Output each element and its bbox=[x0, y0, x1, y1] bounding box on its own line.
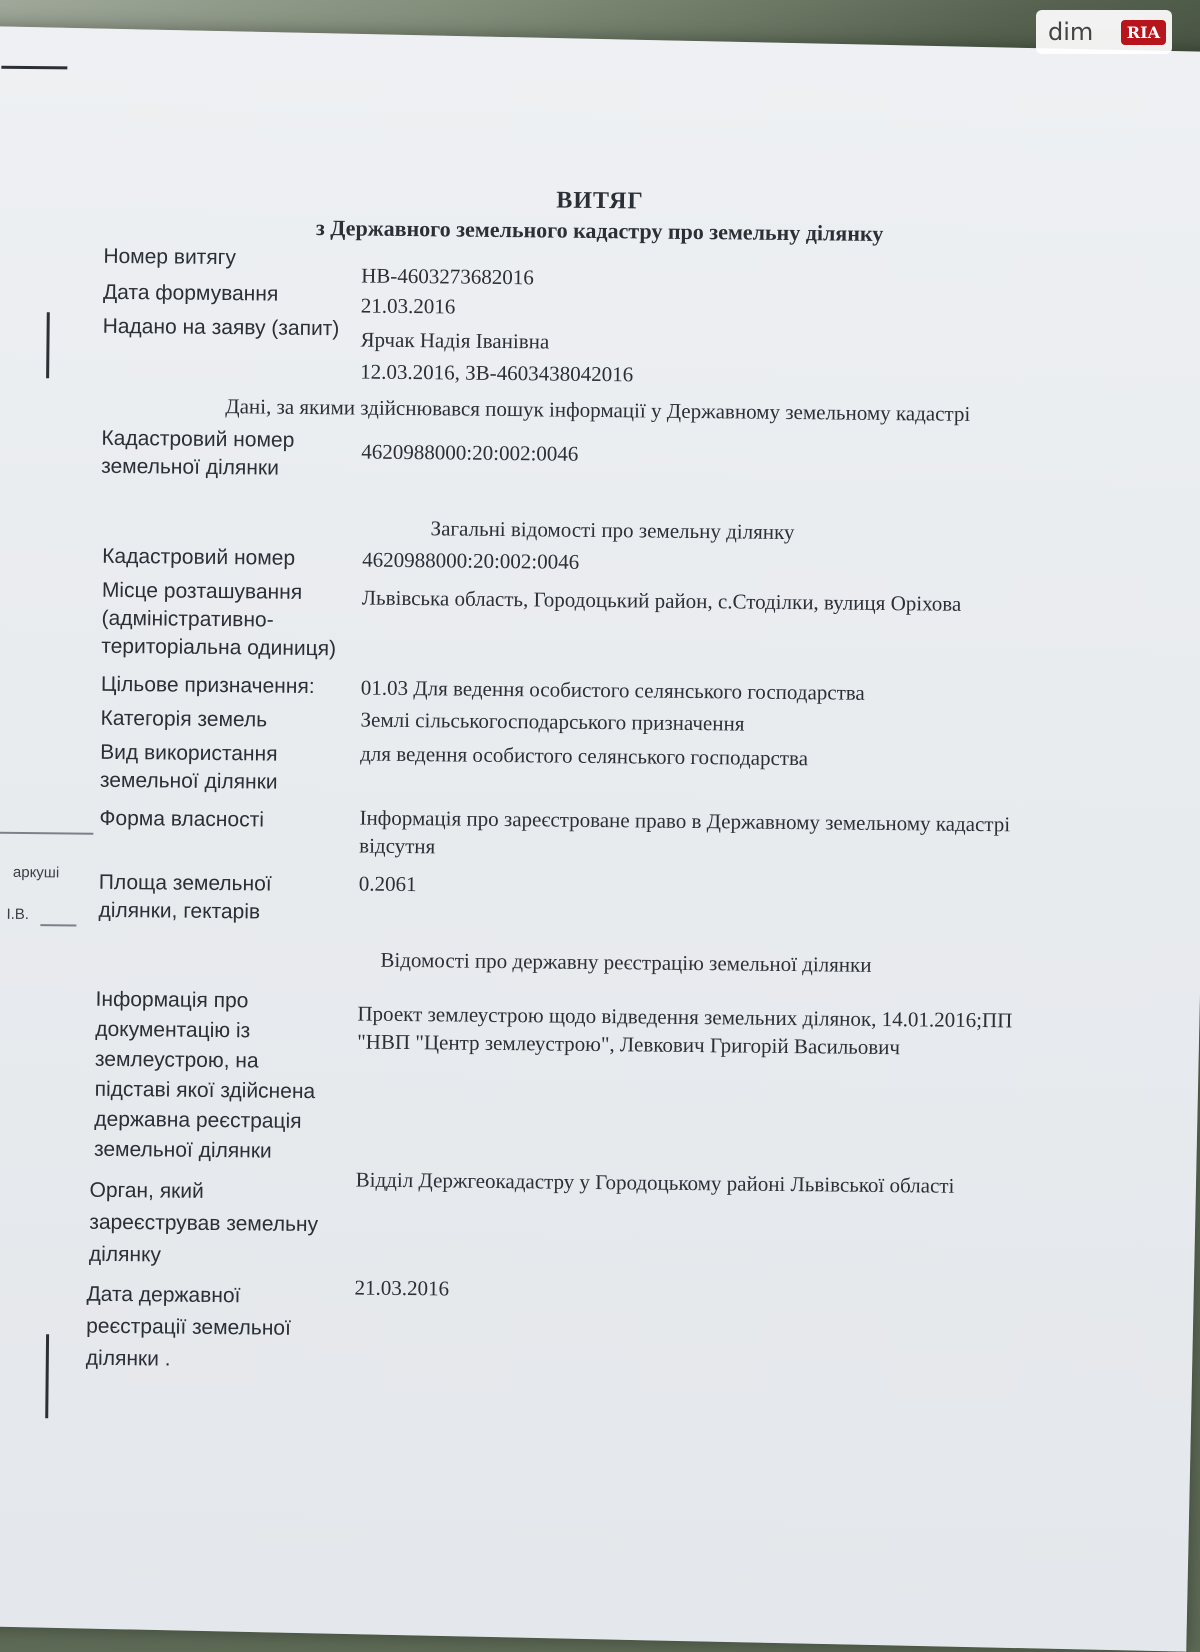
documentation-label-line3: землеустрою, на bbox=[94, 1047, 259, 1073]
extract-date-label: Дата формування bbox=[102, 280, 279, 306]
documentation-label-line1: Інформація про bbox=[95, 987, 249, 1013]
location-label-line2: (адміністративно- bbox=[101, 606, 274, 632]
search-section-heading: Дані, за якими здійснювався пошук інформації у Державному земельному кадастрі bbox=[225, 394, 971, 426]
registering-body-label-line1: Орган, який bbox=[89, 1178, 204, 1203]
extract-number-label: Номер витягу bbox=[103, 244, 237, 270]
documentation-label-line4: підставі якої здійснена bbox=[94, 1077, 316, 1104]
land-use-label bbox=[100, 739, 278, 797]
land-use-value: для ведення особистого селянського господарства bbox=[360, 741, 809, 771]
registration-date-label bbox=[86, 1279, 292, 1377]
margin-note-initials: І.В. bbox=[6, 905, 30, 924]
margin-bar-2 bbox=[45, 1334, 49, 1418]
ownership-label: Форма власності bbox=[99, 806, 265, 832]
margin-dash-low bbox=[40, 924, 76, 926]
margin-dash-top bbox=[1, 66, 67, 70]
location-label-line1: Місце розташування bbox=[101, 578, 303, 604]
registering-body-label-line2: зареєстрував земельну bbox=[89, 1210, 319, 1237]
documentation-label-line5: державна реєстрація bbox=[94, 1107, 302, 1133]
search-cadastral-label bbox=[101, 425, 294, 483]
request-value-name: Ярчак Надія Іванівна bbox=[360, 327, 550, 354]
general-cadastral-value: 4620988000:20:002:0046 bbox=[362, 547, 580, 574]
ria-logo-badge: RIA bbox=[1121, 20, 1166, 45]
registration-date-label-line3: ділянки . bbox=[85, 1346, 171, 1371]
category-label: Категорія земель bbox=[100, 706, 268, 732]
registration-date-label-line1: Дата державної bbox=[86, 1282, 241, 1308]
land-use-label-line1: Вид використання bbox=[100, 740, 278, 766]
registering-body-value: Відділ Держгеокадастру у Городоцькому районі Львівської області bbox=[355, 1167, 955, 1198]
area-label-line2: ділянки, гектарів bbox=[98, 898, 261, 924]
margin-bar-1 bbox=[46, 312, 50, 378]
purpose-label: Цільове призначення: bbox=[100, 672, 315, 699]
purpose-value: 01.03 Для ведення особистого селянського господарства bbox=[360, 675, 865, 705]
location-label-line3: територіальна одиниця) bbox=[101, 634, 337, 661]
request-value-number: 12.03.2016, ЗВ-4603438042016 bbox=[360, 359, 634, 387]
search-cadastral-value: 4620988000:20:002:0046 bbox=[361, 439, 579, 466]
extract-number-value: НВ-4603273682016 bbox=[361, 263, 534, 290]
documentation-value-line1: Проект землеустрою щодо відведення земельних ділянок, 14.01.2016;ПП bbox=[357, 1001, 1013, 1033]
watermark-text: dim bbox=[1048, 18, 1094, 46]
search-cadastral-label-line2: земельної ділянки bbox=[101, 454, 279, 480]
documentation-label-line6: земельної ділянки bbox=[93, 1137, 272, 1163]
documentation-label-line2: документацію із bbox=[95, 1017, 251, 1043]
area-label-line1: Площа земельної bbox=[98, 870, 272, 896]
land-use-label-line2: земельної ділянки bbox=[99, 768, 278, 794]
documentation-label bbox=[94, 985, 316, 1167]
location-label bbox=[101, 577, 337, 663]
ownership-value bbox=[359, 804, 1010, 867]
ownership-value-line1: Інформація про зареєстроване право в Державному земельному кадастрі bbox=[359, 805, 1011, 837]
search-cadastral-label-line1: Кадастровий номер bbox=[101, 426, 295, 452]
document-subtitle: з Державного земельного кадастру про земельну ділянку bbox=[315, 215, 884, 246]
area-value: 0.2061 bbox=[358, 871, 417, 897]
document-title: ВИТЯГ bbox=[556, 187, 644, 215]
margin-note-sheets: аркуші bbox=[12, 863, 60, 882]
registration-date-label-line2: реєстрації земельної bbox=[86, 1314, 292, 1340]
margin-dash-mid bbox=[0, 832, 93, 835]
extract-date-value: 21.03.2016 bbox=[360, 293, 456, 319]
general-section-heading: Загальні відомості про земельну ділянку bbox=[430, 516, 795, 545]
documentation-value-line2: "НВП "Центр землеустрою", Левкович Григорій Васильович bbox=[357, 1029, 901, 1060]
location-value: Львівська область, Городоцький район, с.Стоділки, вулиця Оріхова bbox=[361, 585, 962, 616]
general-cadastral-label: Кадастровий номер bbox=[102, 544, 296, 570]
category-value: Землі сільськогосподарського призначення bbox=[360, 707, 745, 736]
registration-date-value: 21.03.2016 bbox=[354, 1275, 450, 1301]
request-label: Надано на заяву (запит) bbox=[102, 314, 340, 341]
registering-body-label bbox=[89, 1175, 319, 1273]
documentation-value bbox=[357, 1000, 1012, 1063]
ownership-value-line2: відсутня bbox=[359, 833, 436, 859]
registering-body-label-line3: ділянку bbox=[88, 1242, 162, 1267]
area-label bbox=[98, 869, 271, 927]
registration-section-heading: Відомості про державну реєстрацію земельної ділянки bbox=[380, 947, 872, 977]
